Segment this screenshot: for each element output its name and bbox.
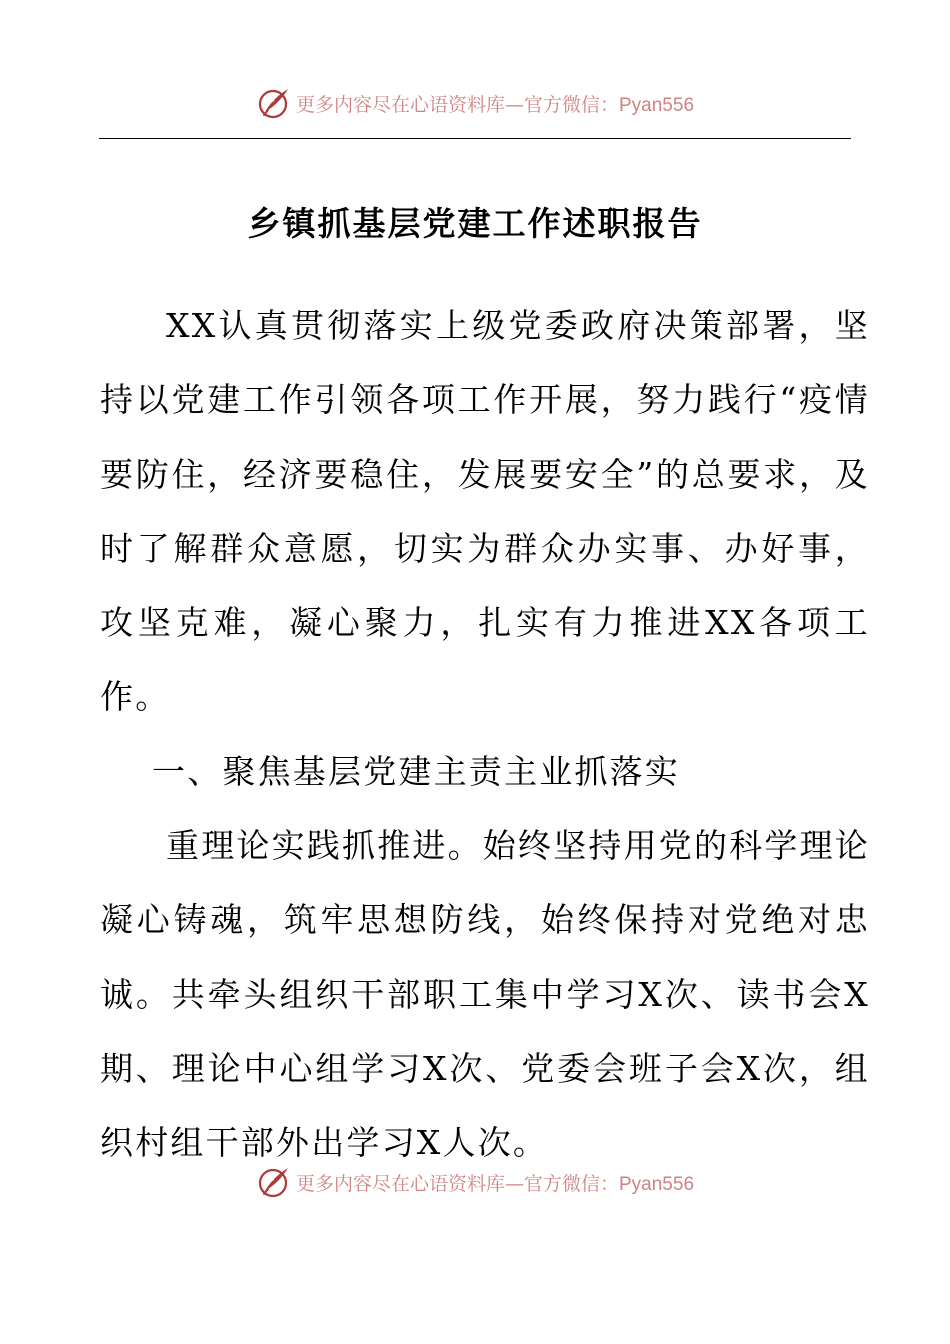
document-body [100,289,870,1181]
header-wechat-id: Pyan556 [619,94,695,116]
header-divider [99,138,851,139]
quill-logo-icon [256,85,292,121]
footer-banner [0,1162,950,1202]
body-paragraph: 重理论实践抓推进。始终坚持用党的科学理论凝心铸魂，筑牢思想防线，始终保持对党绝对忠诚。共牵头组织干部职工集中学习X次、读书会X期、理论中心组学习X次、党委会班子会X次，组织村组干部外出学习X人次。 [100,826,870,1163]
footer-banner-text [296,1169,694,1196]
quill-logo-icon [256,1164,292,1200]
header-banner [0,83,950,123]
footer-wechat-id: Pyan556 [619,1173,695,1195]
header-banner-label: 更多内容尽在心语资料库—官方微信： [295,93,619,116]
section-heading: 一、聚焦基层党建主责主业抓落实 [152,751,680,791]
document-title: 乡镇抓基层党建工作述职报告 [247,204,703,243]
footer-banner-label: 更多内容尽在心语资料库—官方微信： [295,1172,619,1195]
header-banner-text [296,90,694,117]
intro-paragraph: XX认真贯彻落实上级党委政府决策部署，坚持以党建工作引领各项工作开展，努力践行“疫情要防住，经济要稳住，发展要安全”的总要求，及时了解群众意愿，切实为群众办实事、办好事，攻坚克难，凝心聚力，扎实有力推进XX各项工作。 [100,306,870,717]
